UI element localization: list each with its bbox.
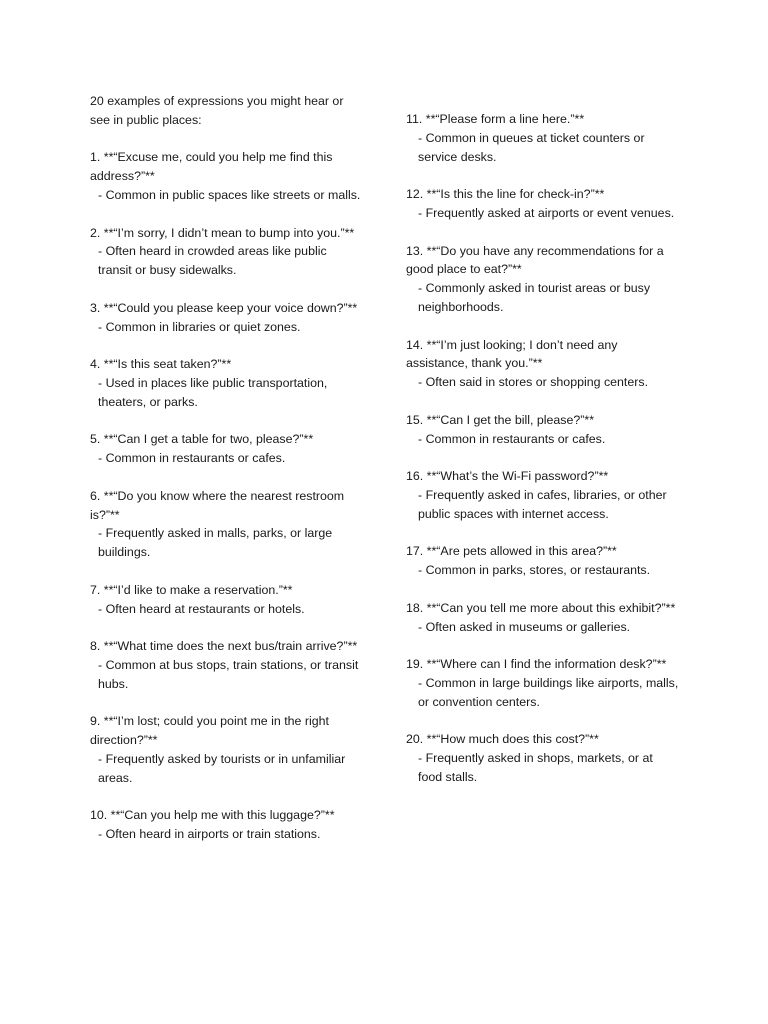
list-item xyxy=(406,110,680,166)
expression-note: - Often heard at restaurants or hotels. xyxy=(98,601,305,616)
list-item xyxy=(406,185,680,223)
expression: 2. **“I’m sorry, I didn’t mean to bump into you.”** xyxy=(90,225,355,240)
expression: 7. **“I’d like to make a reservation.”** xyxy=(90,582,293,597)
expression: 11. **“Please form a line here.”** xyxy=(406,112,585,126)
expression: 12. **“Is this the line for check-in?”** xyxy=(406,187,605,202)
expression-note: - Common in public spaces like streets or malls. xyxy=(98,187,361,202)
expression: 14. **“I’m just looking; I don’t need any assistance, thank you.”** xyxy=(406,337,618,371)
expression: 19. **“Where can I find the information desk?”** xyxy=(406,657,667,672)
expression: 6. **“Do you know where the nearest restroom is?”** xyxy=(90,488,345,522)
list-item xyxy=(90,581,362,619)
expression-note: - Frequently asked by tourists or in unfamiliar areas. xyxy=(98,751,346,785)
expression-note: - Often said in stores or shopping centers. xyxy=(418,375,649,390)
expression-note: - Commonly asked in tourist areas or busy neighborhoods. xyxy=(418,281,651,314)
expression-note: - Common at bus stops, train stations, or transit hubs. xyxy=(98,657,359,691)
expression: 8. **“What time does the next bus/train arrive?”** xyxy=(90,639,358,654)
expression-note: - Common in libraries or quiet zones. xyxy=(98,319,301,334)
expression: 4. **“Is this seat taken?”** xyxy=(90,357,232,372)
expression: 5. **“Can I get a table for two, please?”** xyxy=(90,432,314,447)
expression: 13. **“Do you have any recommendations for a good place to eat?”** xyxy=(406,243,664,277)
list-item xyxy=(406,542,680,580)
expression-note: - Common in restaurants or cafes. xyxy=(98,451,286,466)
list-item xyxy=(90,148,362,204)
list-item xyxy=(406,411,680,449)
expression-note: - Frequently asked at airports or event venues. xyxy=(418,205,675,220)
intro-text: 20 examples of expressions you might hear or see in public places: xyxy=(90,94,344,127)
list-item xyxy=(90,487,362,562)
list-item xyxy=(90,224,362,280)
expression-note: - Often heard in crowded areas like public transit or busy sidewalks. xyxy=(98,244,327,278)
right-column xyxy=(406,110,680,805)
expression: 17. **“Are pets allowed in this area?”** xyxy=(406,544,617,559)
list-item xyxy=(406,655,680,711)
expression-note: - Common in queues at ticket counters or service desks. xyxy=(418,130,645,164)
list-item xyxy=(90,637,362,693)
expression-note: - Common in parks, stores, or restaurants. xyxy=(418,563,651,578)
expression: 20. **“How much does this cost?”** xyxy=(406,732,599,747)
expression: 3. **“Could you please keep your voice down?”** xyxy=(90,300,358,315)
expression: 15. **“Can I get the bill, please?”** xyxy=(406,412,595,427)
expression-note: - Frequently asked in malls, parks, or large buildings. xyxy=(98,526,333,560)
expression-note: - Often asked in museums or galleries. xyxy=(418,619,631,634)
expression: 16. **“What’s the Wi-Fi password?”** xyxy=(406,469,609,484)
expression-note: - Used in places like public transportation, theaters, or parks. xyxy=(98,375,328,409)
expression-note: - Common in large buildings like airports, malls, or convention centers. xyxy=(418,675,679,709)
expression-note: - Common in restaurants or cafes. xyxy=(418,431,606,446)
expression: 1. **“Excuse me, could you help me find this address?”** xyxy=(90,150,333,184)
expression: 18. **“Can you tell me more about this exhibit?”** xyxy=(406,600,676,615)
left-column xyxy=(90,92,362,863)
list-item xyxy=(90,355,362,411)
list-item xyxy=(90,712,362,787)
list-item xyxy=(90,430,362,468)
expression-note: - Often heard in airports or train stations. xyxy=(98,827,321,842)
list-item xyxy=(90,299,362,337)
list-item xyxy=(406,336,680,392)
list-item xyxy=(406,730,680,786)
expression-note: - Frequently asked in cafes, libraries, or other public spaces with internet access. xyxy=(418,487,667,521)
expression: 10. **“Can you help me with this luggage?”** xyxy=(90,808,335,823)
list-item xyxy=(406,467,680,523)
list-item xyxy=(406,599,680,637)
list-item xyxy=(406,242,680,317)
expression: 9. **“I’m lost; could you point me in the right direction?”** xyxy=(90,714,329,748)
list-item xyxy=(90,806,362,844)
expression-note: - Frequently asked in shops, markets, or at food stalls. xyxy=(418,751,653,784)
